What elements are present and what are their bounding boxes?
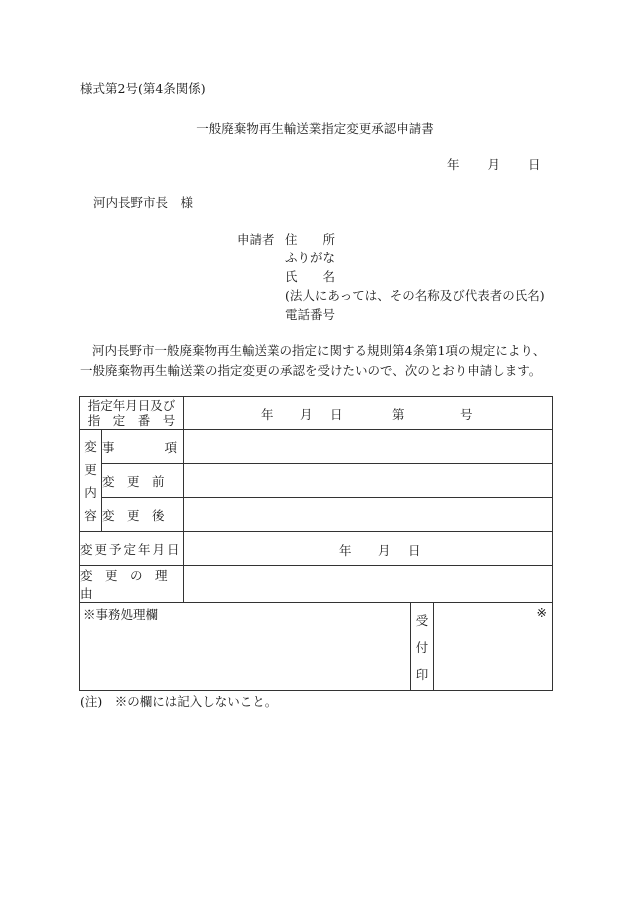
scheduled-day: 日 (408, 543, 421, 558)
designation-month: 月 (300, 407, 313, 422)
applicant-furigana-label: ふりがな (285, 250, 336, 265)
change-after-value[interactable] (184, 498, 553, 532)
reception-char-3: 印 (415, 666, 429, 682)
office-processing-label: ※事務処理欄 (83, 607, 159, 622)
change-item-label: 事 項 (102, 430, 184, 464)
scheduled-date-value[interactable] (184, 532, 553, 566)
designation-value[interactable] (184, 397, 553, 430)
designation-day: 日 (330, 407, 343, 422)
designation-label-line2: 指 定 番 号 (87, 413, 176, 428)
change-char-4: 容 (84, 508, 97, 523)
reason-label: 変 更 の 理 由 (80, 566, 184, 603)
form-number: 様式第2号(第4条関係) (80, 81, 206, 96)
reception-stamp-cell (434, 603, 553, 691)
change-after-label: 変 更 後 (102, 498, 184, 532)
reception-char-2: 付 (415, 639, 429, 655)
document-title: 一般廃棄物再生輸送業指定変更承認申請書 (196, 121, 434, 136)
reception-mark: ※ (536, 605, 548, 620)
addressee: 河内長野市長 様 (93, 195, 194, 210)
change-char-1: 変 (84, 439, 97, 454)
date-month: 月 (487, 157, 501, 172)
scheduled-month: 月 (378, 543, 391, 558)
designation-label (80, 397, 184, 430)
applicant-phone-label: 電話番号 (285, 307, 336, 322)
date-day: 日 (528, 157, 541, 172)
change-item-value[interactable] (184, 430, 553, 464)
designation-row (80, 397, 553, 430)
change-before-label: 変 更 前 (102, 464, 184, 498)
change-item-row (80, 430, 553, 464)
reception-char-1: 受 (415, 612, 429, 628)
change-char-3: 内 (84, 485, 97, 500)
applicant-label: 申請者 (237, 232, 275, 247)
scheduled-date-row (80, 532, 553, 566)
designation-year: 年 (261, 407, 274, 422)
office-processing-cell (80, 603, 411, 691)
office-row (80, 603, 553, 691)
date-year: 年 (447, 157, 460, 172)
footnote: (注) ※の欄には記入しないこと。 (80, 694, 278, 709)
change-after-row (80, 498, 553, 532)
designation-dai: 第 (392, 407, 405, 422)
reason-row (80, 566, 553, 603)
change-before-value[interactable] (184, 464, 553, 498)
application-statement: 河内長野市一般廃棄物再生輸送業の指定に関する規則第4条第1項の規定により、一般廃棄物再生輸送業の指定変更の承認を受けたいので、次のとおり申請します。 (80, 343, 546, 378)
applicant-corporate-note: (法人にあっては、その名称及び代表者の氏名) (285, 288, 545, 303)
change-char-2: 更 (84, 462, 97, 477)
reason-value[interactable] (184, 566, 553, 603)
applicant-address-label: 住 所 (285, 232, 336, 247)
change-content-label (80, 430, 102, 532)
application-date (447, 155, 541, 173)
applicant-name-label: 氏 名 (285, 269, 336, 284)
scheduled-year: 年 (339, 543, 352, 558)
designation-go: 号 (460, 407, 473, 422)
change-before-row (80, 464, 553, 498)
designation-label-line1: 指定年月日及び (87, 398, 176, 413)
reception-stamp-label (411, 603, 434, 691)
application-table (79, 396, 553, 691)
scheduled-date-label: 変更予定年月日 (80, 532, 184, 566)
